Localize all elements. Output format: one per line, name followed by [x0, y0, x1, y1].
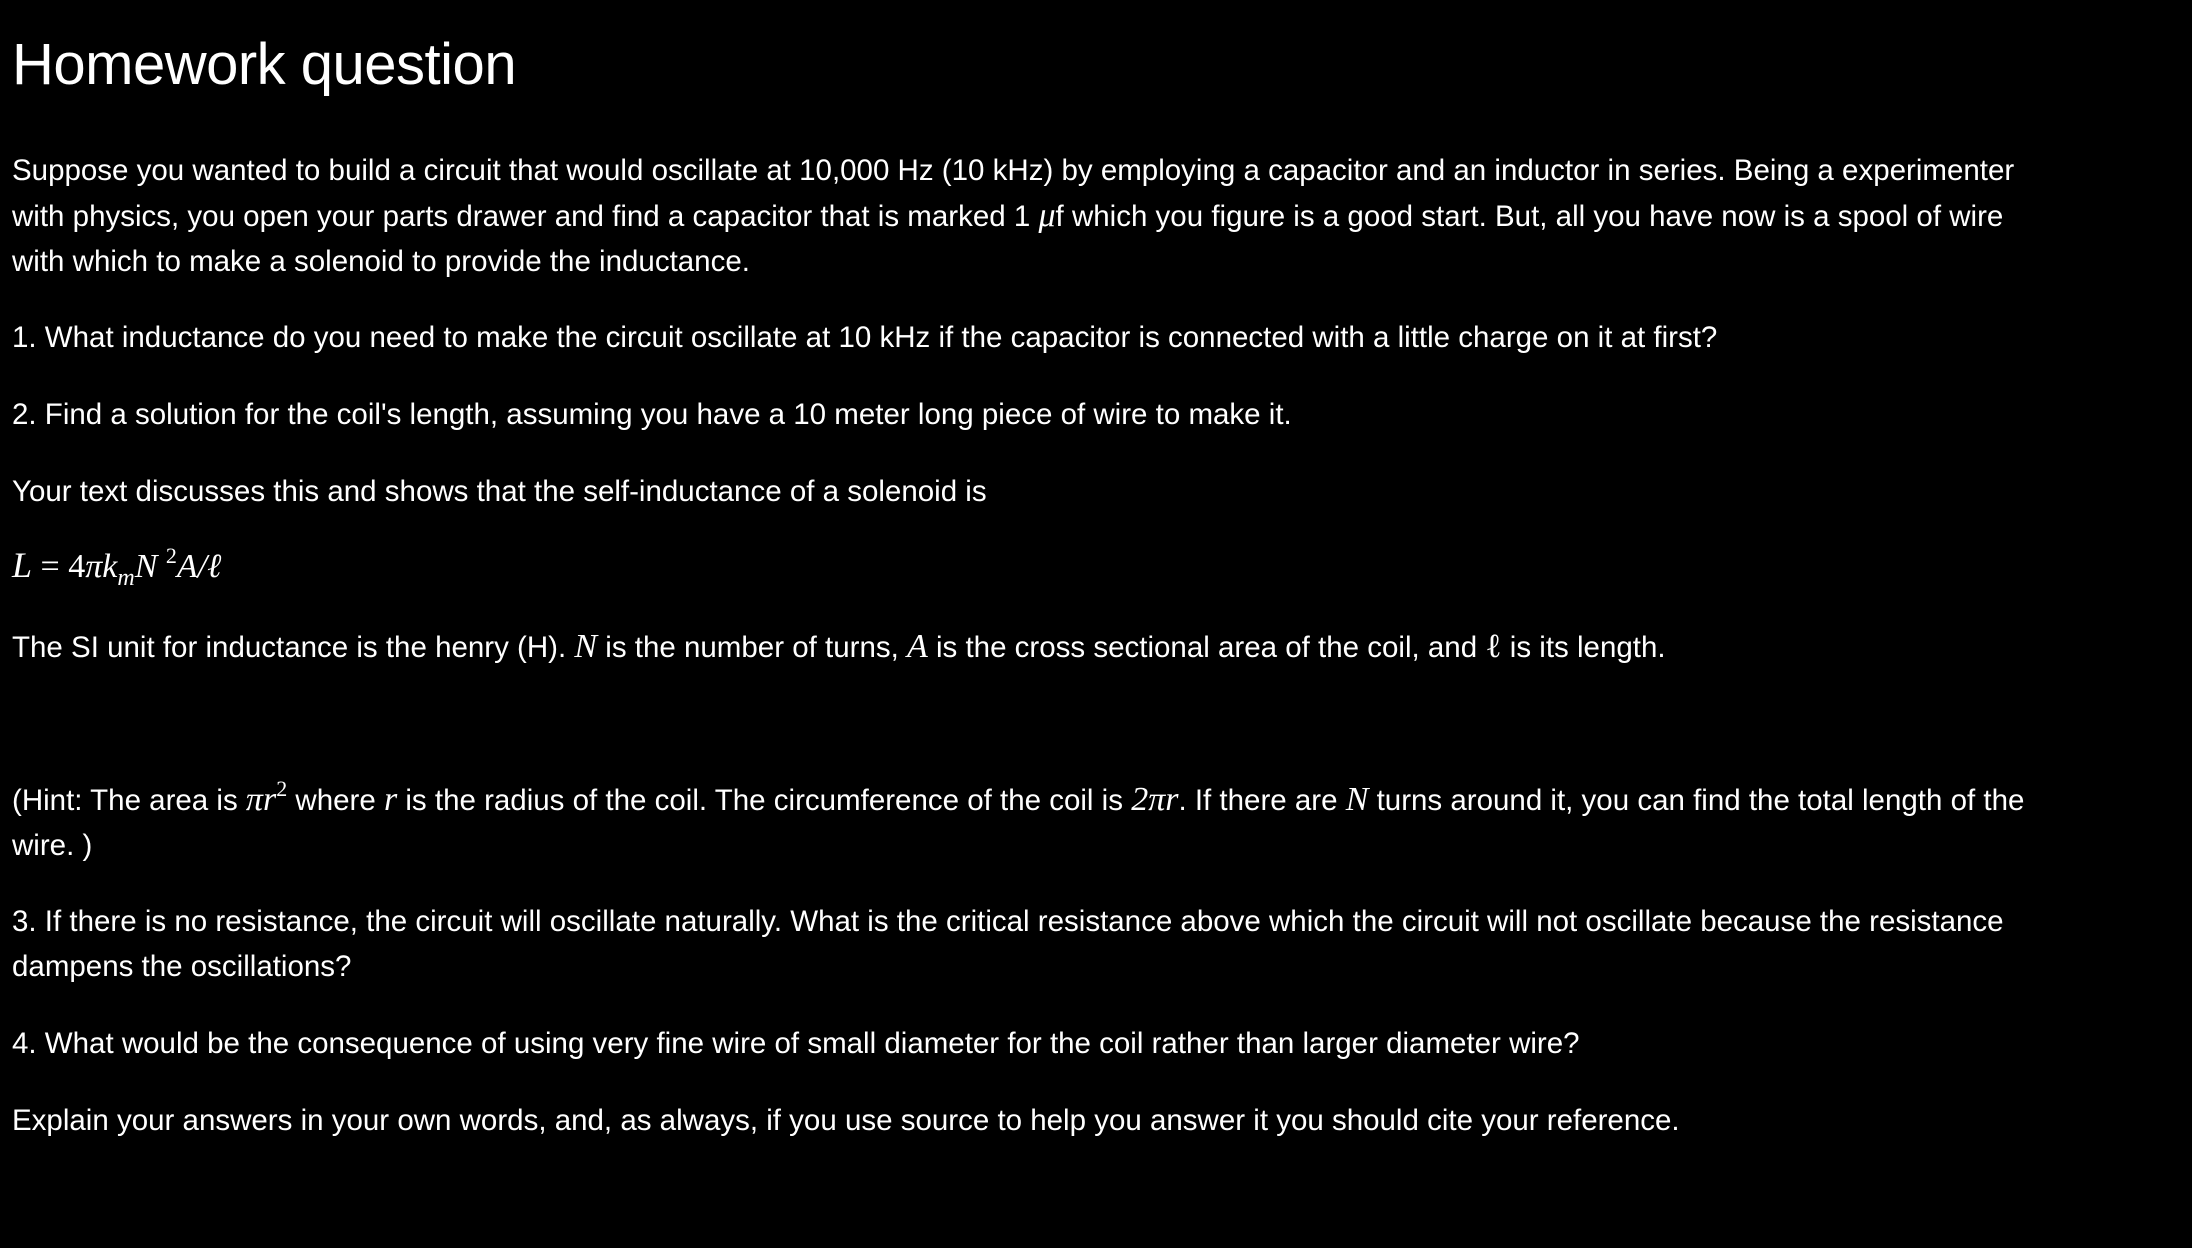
question-3: [12, 899, 2177, 989]
hint-2pir: 2πr: [1131, 781, 1179, 818]
hint-paragraph: [12, 777, 2177, 868]
formula-exp-2: 2: [165, 543, 177, 568]
hint-text-a: (Hint: The area is: [12, 784, 246, 817]
units-text-d: is its length.: [1501, 631, 1666, 664]
page-title: Homework question: [12, 32, 517, 97]
intro-line-3: with which to make a solenoid to provide the inductance.: [12, 245, 750, 278]
hint-line-2: wire. ): [12, 829, 93, 862]
formula-L: L: [12, 545, 33, 585]
hint-text-c: is the radius of the coil. The circumference of the coil is: [397, 784, 1132, 817]
symbol-N: N: [574, 628, 598, 665]
question-1: 1. What inductance do you need to make the circuit oscillate at 10 kHz if the capacitor is connected with a little charge on it at first?: [12, 321, 1718, 354]
closing-instructions: Explain your answers in your own words, and, as always, if you use source to help you answer it you should cite your reference.: [12, 1104, 1680, 1137]
mu-symbol: μ: [1038, 197, 1056, 234]
hint-pi-r: πr: [245, 781, 277, 818]
question-3-line-2: dampens the oscillations?: [12, 950, 352, 983]
units-text-c: is the cross sectional area of the coil, and: [927, 631, 1486, 664]
intro-line-1: Suppose you wanted to build a circuit that would oscillate at 10,000 Hz (10 kHz) by employing a capacitor and an inductor in series. Being a experimenter: [12, 154, 2015, 187]
hint-squared: 2: [276, 776, 288, 801]
units-text-a: The SI unit for inductance is the henry (H).: [12, 631, 575, 664]
symbol-A: A: [907, 628, 928, 665]
text-discussion: Your text discusses this and shows that the self-inductance of a solenoid is: [12, 475, 987, 508]
hint-N: N: [1345, 781, 1369, 818]
formula-N: N: [134, 548, 166, 585]
intro-paragraph: [12, 148, 2177, 284]
intro-line-2b: f which you figure is a good start. But, all you have now is a spool of wire: [1055, 200, 2004, 233]
formula-pi: π: [85, 548, 103, 585]
units-paragraph: [12, 624, 2177, 670]
hint-text-e: turns around it, you can find the total length of the: [1368, 784, 2025, 817]
hint-r: r: [383, 781, 398, 818]
hint-text-d: . If there are: [1178, 784, 1346, 817]
question-3-line-1: 3. If there is no resistance, the circuit will oscillate naturally. What is the critical resistance above which the circuit will not oscillate because the resistance: [12, 905, 2004, 938]
symbol-ell: ℓ: [1485, 628, 1502, 665]
formula-eq: = 4: [32, 548, 86, 585]
question-2: 2. Find a solution for the coil's length, assuming you have a 10 meter long piece of wire to make it.: [12, 398, 1292, 431]
inductance-formula: [12, 540, 221, 592]
intro-line-2a: with physics, you open your parts drawer and find a capacitor that is marked 1: [12, 200, 1039, 233]
question-4: 4. What would be the consequence of using very fine wire of small diameter for the coil rather than larger diameter wire?: [12, 1027, 1580, 1060]
formula-k: k: [102, 548, 118, 585]
formula-sub-m: m: [117, 565, 135, 591]
hint-text-b: where: [287, 784, 384, 817]
formula-rest: A/ℓ: [176, 548, 222, 585]
units-text-b: is the number of turns,: [597, 631, 907, 664]
